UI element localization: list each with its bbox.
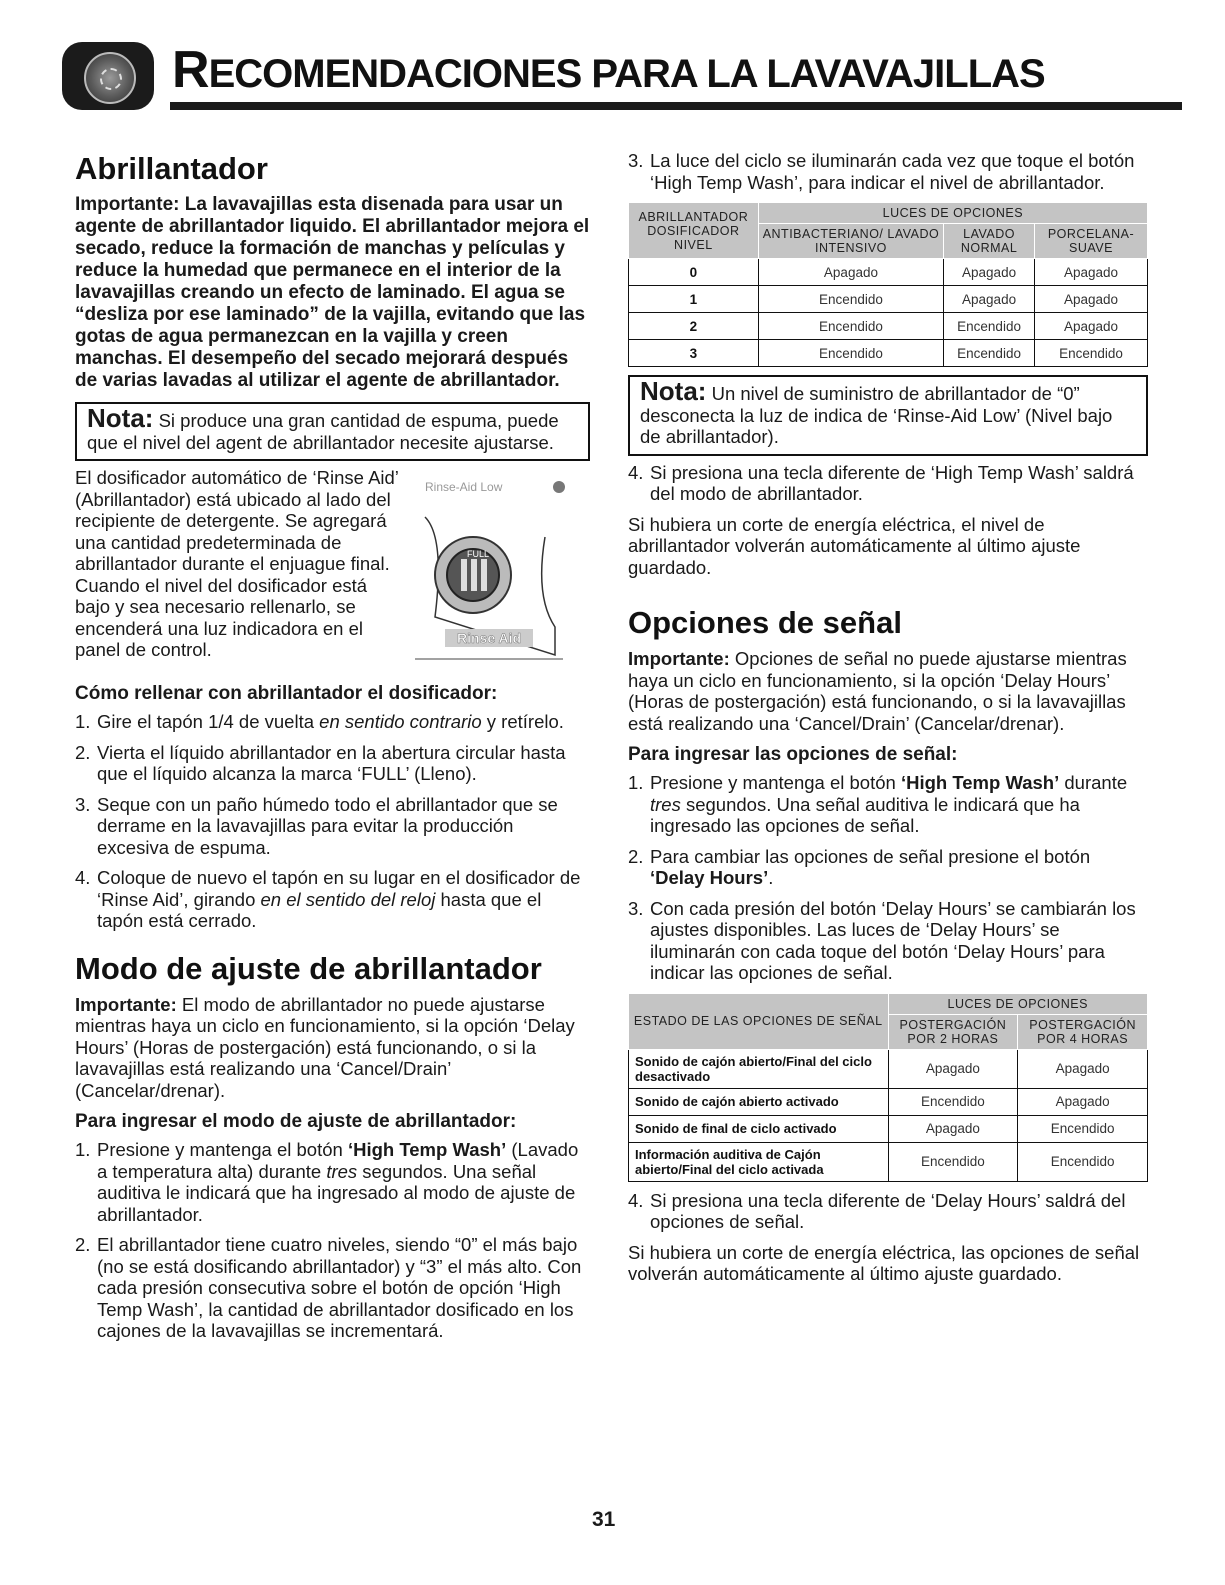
modo-important: Importante: El modo de abrillantador no puede ajustarse mientras haya un ciclo en funcionamiento, si la opción ‘Delay Hours’ (Horas de postergación) está funcionando, o si la lavavajillas está realizando una ‘Cancel/Drain’ (Cancelar/drenar).	[75, 993, 575, 1101]
table-header: LUCES DE OPCIONES	[758, 203, 1147, 224]
list-item: 3. La luce del ciclo se iluminarán cada vez que toque el botón ‘High Temp Wash’, para indicar el nivel de abrillantador.	[628, 150, 1135, 193]
table-cell: Sonido de cajón abierto/Final del ciclo desactivado	[629, 1049, 889, 1088]
indicator-label: Rinse-Aid Low	[425, 480, 503, 494]
table-row	[629, 340, 1148, 367]
list-item: 4. Coloque de nuevo el tapón en su lugar en el dosificador de ‘Rinse Aid’, girando en el sentido del reloj hasta que el tapón está cerrado.	[75, 867, 581, 931]
table-header: ESTADO DE LAS OPCIONES DE SEÑAL	[629, 993, 889, 1049]
table-cell: 3	[629, 340, 759, 367]
exit-step-list	[628, 462, 1148, 505]
title-rule	[170, 102, 1182, 110]
rinse-aid-dispenser-illustration	[415, 477, 567, 667]
table-header: LUCES DE OPCIONES	[888, 993, 1148, 1014]
table-cell: 1	[629, 286, 759, 313]
table-row	[629, 259, 1148, 286]
svg-text:FULL: FULL	[467, 549, 490, 559]
table-cell: Encendido	[944, 313, 1035, 340]
table-cell: Apagado	[888, 1115, 1018, 1142]
power-note: Si hubiera un corte de energía eléctrica, el nivel de abrillantador volverán automáticamente al último ajuste guardado.	[628, 513, 1081, 578]
table-cell: Encendido	[1018, 1115, 1148, 1142]
page-header	[62, 38, 1182, 113]
table-cell: Apagado	[1034, 313, 1147, 340]
table-cell: Encendido	[1018, 1142, 1148, 1181]
list-item: 2. El abrillantador tiene cuatro niveles, siendo “0” el más bajo (no se está dosificando abrillantador) y “3” el más alto. Con cada presión consecutiva sobre el botón de opción ‘High Temp Wash’, la cantidad de abrillantador dosificado en los cajones de la lavavajillas se incrementará.	[75, 1234, 582, 1341]
table-cell: Encendido	[1034, 340, 1147, 367]
nota-box	[75, 402, 590, 461]
list-item: 2. Vierta el líquido abrillantador en la abertura circular hasta que el líquido alcanza la marca ‘FULL’ (Lleno).	[75, 741, 566, 784]
list-item: 3. Con cada presión del botón ‘Delay Hours’ se cambiarán los ajustes disponibles. Las luces de ‘Delay Hours’ se iluminarán con cada toque del botón ‘Delay Hours’ para indicar las opciones de señal.	[628, 897, 1136, 983]
table-header: PORCELANA- SUAVE	[1034, 224, 1147, 259]
table-cell: Apagado	[944, 286, 1035, 313]
list-item: 4. Si presiona una tecla diferente de ‘Delay Hours’ saldrá del opciones de señal.	[628, 1189, 1126, 1232]
section-heading-abrillantador: Abrillantador	[75, 151, 268, 186]
table-cell: 0	[629, 259, 759, 286]
list-item: 1. Presione y mantenga el botón ‘High Temp Wash’ (Lavado a temperatura alta) durante tres segundos. Una señal auditiva le indicará que ha ingresado al modo de ajuste de abrillantador.	[75, 1139, 579, 1225]
section-heading-modo: Modo de ajuste de abrillantador	[75, 950, 542, 986]
table-row	[629, 1088, 1148, 1115]
table-cell: Apagado	[888, 1049, 1018, 1088]
table-cell: Encendido	[758, 286, 943, 313]
opciones-important: Importante: Opciones de señal no puede ajustarse mientras haya un ciclo en funcionamiento, si la opción ‘Delay Hours’ (Horas de postergación) está funcionando, o si la lavavajillas está realizando una ‘Cancel/Drain’ (Cancelar/drenar).	[628, 648, 1127, 734]
page-number: 31	[592, 1508, 616, 1531]
list-item: 4. Si presiona una tecla diferente de ‘High Temp Wash’ saldrá del modo de abrillantador.	[628, 461, 1134, 504]
refill-heading: Cómo rellenar con abrillantador el dosificador:	[75, 683, 498, 704]
indicator-light-icon	[553, 481, 565, 493]
important-note: Importante: La lavavajillas esta disenada para usar un agente de abrillantador liquido. El abrillantador mejora el secado, reduce la formación de manchas y películas y reduce la humedad que permanece en el interior de la lavavajillas creando un efecto de laminado. El agua se “desliza por ese laminado” de la vajilla, evitando que las gotas de agua permanezcan en la vajilla y creen manchas. El desempeño del secado mejorará después de varias lavadas al utilizar el agente de abrillantador.	[75, 194, 590, 391]
opciones-steps-list	[628, 772, 1148, 984]
table-cell: Sonido de cajón abierto activado	[629, 1088, 889, 1115]
table-header: ANTIBACTERIANO/ LAVADO INTENSIVO	[758, 224, 943, 259]
nota-text: Si produce una gran cantidad de espuma, puede que el nivel del agent de abrillantador necesite ajustarse.	[87, 410, 559, 453]
page-title: RECOMENDACIONES PARA LA LAVAVAJILLAS	[172, 41, 1045, 99]
nota-label: Nota:	[87, 403, 154, 433]
dispenser-text: El dosificador automático de ‘Rinse Aid’ (Abrillantador) está ubicado al lado del recipiente de detergente. Se agregará una cantidad predeterminada de abrillantador durante el enjuague final. Cuando el nivel del dosificador está bajo y sea necesario rellenarlo, se encenderá una luz indicadora en el panel de control.	[75, 467, 399, 660]
table-cell: 2	[629, 313, 759, 340]
table-cell: Apagado	[1018, 1088, 1148, 1115]
table-cell: Apagado	[1034, 286, 1147, 313]
table-cell: Encendido	[758, 313, 943, 340]
modo-subheading: Para ingresar el modo de ajuste de abrillantador:	[75, 1111, 517, 1132]
list-item: 2. Para cambiar las opciones de señal presione el botón ‘Delay Hours’.	[628, 845, 1091, 888]
nota-box-right: Nota: Un nivel de suministro de abrillantador de “0” desconecta la luz de indica de ‘Rinse-Aid Low’ (Nivel bajo de abrillantador).	[628, 375, 1148, 456]
rinse-level-table	[628, 202, 1148, 367]
table-cell: Sonido de final de ciclo activado	[629, 1115, 889, 1142]
refill-steps-list	[75, 711, 590, 932]
table-header: POSTERGACIÓN POR 4 HORAS	[1018, 1014, 1148, 1049]
table-cell: Encendido	[888, 1088, 1018, 1115]
table-row	[629, 1142, 1148, 1181]
table-cell: Apagado	[1018, 1049, 1148, 1088]
table-cell: Encendido	[758, 340, 943, 367]
table-header: LAVADO NORMAL	[944, 224, 1035, 259]
table-header: POSTERGACIÓN POR 2 HORAS	[888, 1014, 1018, 1049]
section-heading-opciones: Opciones de señal	[628, 605, 902, 640]
table-header-row	[629, 203, 1148, 224]
dispenser-section	[75, 467, 590, 673]
left-column	[75, 150, 590, 1351]
table-cell: Encendido	[888, 1142, 1018, 1181]
table-cell: Encendido	[944, 340, 1035, 367]
list-item: 3. Seque con un paño húmedo todo el abrillantador que se derrame en la lavavajillas para evitar la producción excesiva de espuma.	[75, 793, 558, 858]
table-row	[629, 1115, 1148, 1142]
table-row	[629, 1049, 1148, 1088]
list-item: 1. Gire el tapón 1/4 de vuelta en sentido contrario y retírelo.	[75, 711, 564, 732]
dial-icon	[62, 42, 154, 110]
list-item: 1. Presione y mantenga el botón ‘High Temp Wash’ durante tres segundos. Una señal auditiva le indicará que ha ingresado las opciones de señal.	[628, 772, 1128, 836]
table-cell: Apagado	[1034, 259, 1147, 286]
level-steps-list	[628, 150, 1148, 193]
table-row	[629, 286, 1148, 313]
signal-options-table	[628, 993, 1148, 1182]
table-row	[629, 313, 1148, 340]
table-header-row	[629, 993, 1148, 1014]
table-cell: Apagado	[944, 259, 1035, 286]
dispenser-label: Rinse Aid	[457, 630, 522, 646]
signal-power-note: Si hubiera un corte de energía eléctrica, las opciones de señal volverán automáticamente al último ajuste guardado.	[628, 1241, 1140, 1284]
right-column	[628, 150, 1148, 1285]
signal-exit-list	[628, 1190, 1148, 1233]
table-header: ABRILLANTADOR DOSIFICADOR NIVEL	[629, 203, 759, 259]
table-cell: Información auditiva de Cajón abierto/Final del ciclo activada	[629, 1142, 889, 1181]
table-cell: Apagado	[758, 259, 943, 286]
opciones-subheading: Para ingresar las opciones de señal:	[628, 744, 958, 765]
modo-steps-list	[75, 1139, 590, 1342]
